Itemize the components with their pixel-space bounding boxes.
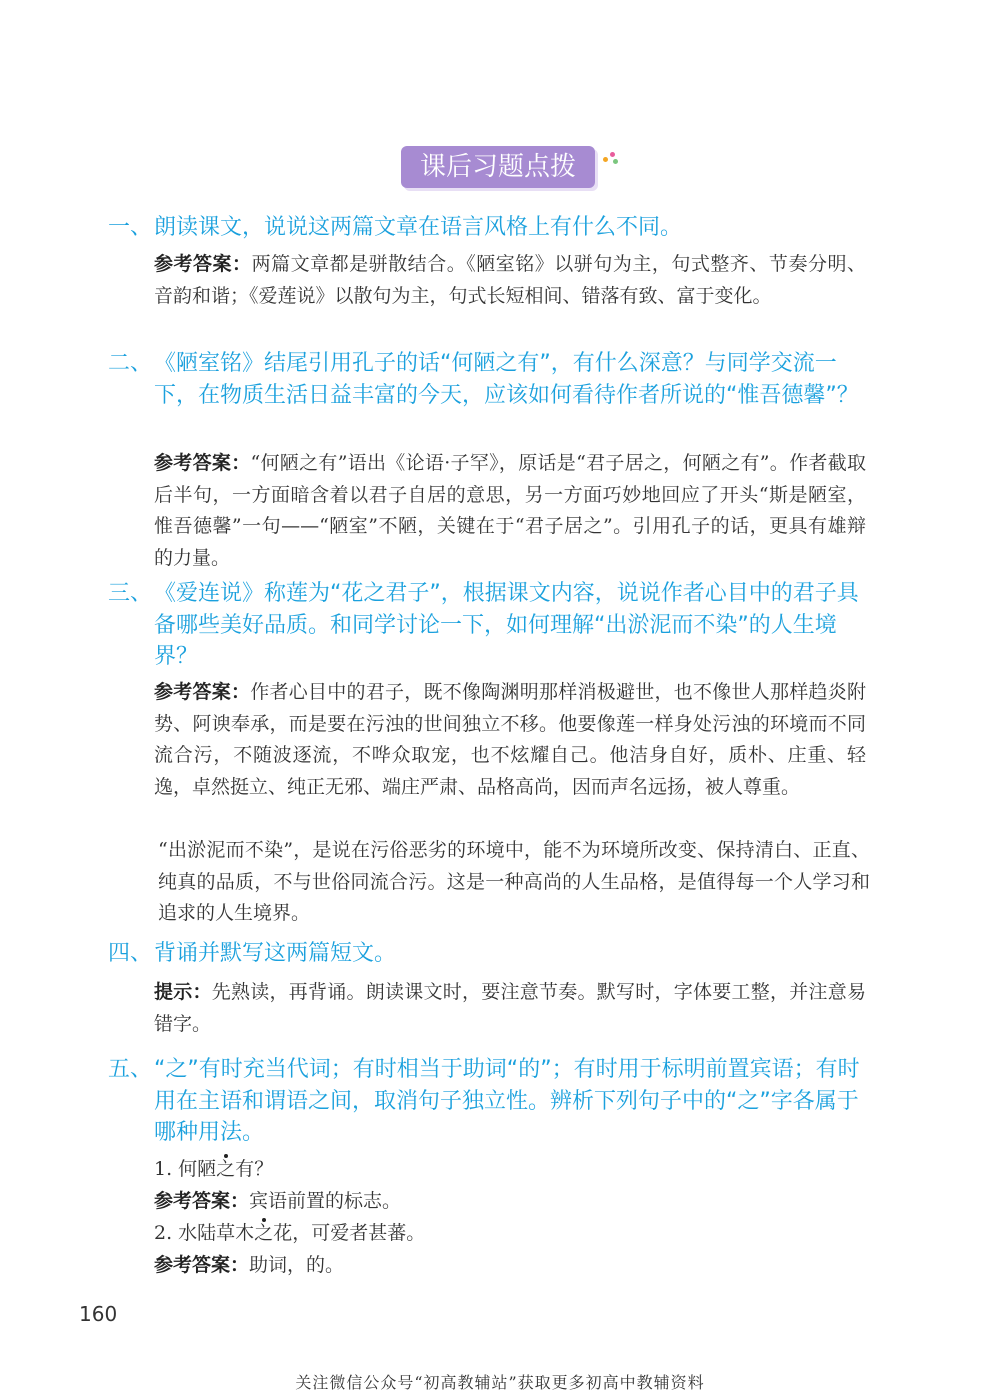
answer-text: 两篇文章都是骈散结合。《陋室铭》以骈句为主，句式整齐、节奏分明、音韵和谐；《爱莲说》以散句为主，句式长短相间、错落有致、富于变化。 bbox=[154, 253, 866, 307]
answer-4 bbox=[154, 977, 866, 1040]
answer-text: “何陋之有”语出《论语·子罕》，原话是“君子居之，何陋之有”。作者截取后半句，一方面暗含着以君子自居的意思，另一方面巧妙地回应了开头“斯是陋室，惟吾德馨”一句——“陋室”不陋，关键在于“君子居之”。引用孔子的话，更具有雄辩的力量。 bbox=[154, 452, 866, 569]
emphasis-char: 之 bbox=[254, 1222, 274, 1244]
footer-notice: 关注微信公众号“初高教辅站”获取更多初高中教辅资料 bbox=[295, 1373, 705, 1392]
sentence-text: 2. 水陆草木 bbox=[154, 1222, 255, 1244]
question-2 bbox=[108, 348, 868, 411]
emphasis-char: 之 bbox=[216, 1158, 236, 1180]
question-number: 四、 bbox=[108, 941, 153, 966]
sentence-text: 1. 何陋 bbox=[154, 1158, 217, 1180]
question-number: 一、 bbox=[108, 215, 153, 240]
answer-label: 参考答案： bbox=[154, 681, 251, 703]
decoration-dots-icon bbox=[601, 152, 621, 166]
answer-label: 参考答案： bbox=[154, 1190, 250, 1212]
question-text: “之”有时充当代词；有时相当于助词“的”；有时用于标明前置宾语；有时用在主语和谓语之间，取消句子独立性。辨析下列句子中的“之”字各属于哪种用法。 bbox=[154, 1057, 860, 1145]
answer-3 bbox=[154, 677, 866, 803]
answer-text: 宾语前置的标志。 bbox=[249, 1190, 402, 1212]
question-text: 《爱连说》称莲为“花之君子”，根据课文内容，说说作者心目中的君子具备哪些美好品质。和同学讨论一下，如何理解“出淤泥而不染”的人生境界？ bbox=[154, 581, 859, 669]
sentence-text: 花，可爱者甚蕃。 bbox=[273, 1222, 426, 1244]
answer-1 bbox=[154, 249, 866, 312]
question-number: 五、 bbox=[108, 1057, 153, 1082]
answer-2 bbox=[154, 448, 866, 574]
question-text: 背诵并默写这两篇短文。 bbox=[154, 941, 397, 966]
sentence-1-answer bbox=[154, 1186, 866, 1218]
question-text: 《陋室铭》结尾引用孔子的话“何陋之有”，有什么深意？与同学交流一下，在物质生活日益丰富的今天，应该如何看待作者所说的“惟吾德馨”？ bbox=[154, 351, 859, 408]
question-5 bbox=[108, 1054, 868, 1149]
answer-text: 助词，的。 bbox=[249, 1254, 345, 1276]
question-number: 二、 bbox=[108, 351, 153, 376]
answer-3-paragraph-2: “出淤泥而不染”，是说在污俗恶劣的环境中，能不为环境所改变、保持清白、正直、纯真的品质，不与世俗同流合污。这是一种高尚的人生品格，是值得每一个人学习和追求的人生境界。 bbox=[158, 839, 870, 924]
question-text: 朗读课文，说说这两篇文章在语言风格上有什么不同。 bbox=[154, 215, 683, 240]
hint-label: 提示： bbox=[154, 981, 212, 1003]
question-4 bbox=[108, 938, 868, 970]
sentence-2 bbox=[154, 1218, 866, 1250]
question-number: 三、 bbox=[108, 581, 153, 606]
sentence-text: 有？ bbox=[235, 1158, 274, 1180]
section-title-banner: 课后习题点拨 bbox=[401, 146, 595, 188]
answer-label: 参考答案： bbox=[154, 253, 252, 275]
answer-label: 参考答案： bbox=[154, 1254, 250, 1276]
sentence-1 bbox=[154, 1154, 866, 1186]
answer-label: 参考答案： bbox=[154, 452, 251, 474]
question-3 bbox=[108, 578, 868, 673]
answer-text: 作者心目中的君子，既不像陶渊明那样消极避世，也不像世人那样趋炎附势、阿谀奉承，而是要在污浊的世间独立不移。他要像莲一样身处污浊的环境而不同流合污，不随波逐流，不哗众取宠，也不炫耀自己。他洁身自好，质朴、庄重、轻逸，卓然挺立、纯正无邪、端庄严肃、品格高尚，因而声名远扬，被人尊重。 bbox=[154, 681, 866, 798]
hint-text: 先熟读，再背诵。朗读课文时，要注意节奏。默写时，字体要工整，并注意易错字。 bbox=[154, 981, 866, 1035]
question-1 bbox=[108, 212, 868, 244]
page-number: 160 bbox=[79, 1302, 118, 1326]
sentence-2-answer bbox=[154, 1250, 866, 1282]
